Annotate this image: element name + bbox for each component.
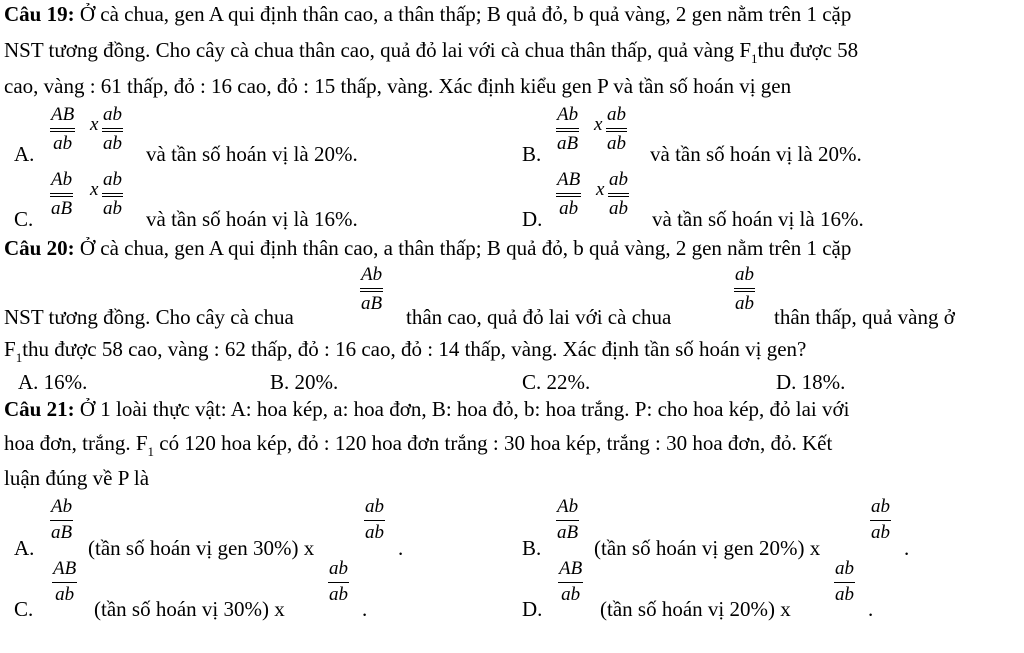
q19-option-d-times: x bbox=[596, 179, 605, 200]
f1-subscript: 1 bbox=[147, 444, 155, 459]
q21-text2a: hoa đơn, trắng. F bbox=[4, 431, 148, 455]
q21-option-c-end: . bbox=[362, 597, 368, 621]
q19-line2 bbox=[4, 38, 1020, 65]
genotype-denominator: aB bbox=[557, 522, 579, 543]
q21-line3: luận đúng về P là bbox=[4, 466, 150, 490]
q21-label: Câu 21: bbox=[4, 397, 75, 421]
q19-option-b-letter: B. bbox=[522, 142, 542, 166]
q19-option-c-times: x bbox=[90, 179, 99, 200]
genotype-denominator: ab bbox=[609, 198, 628, 219]
q21-option-a-end: . bbox=[398, 536, 404, 560]
q20-text2a: NST tương đồng. Cho cây cà chua bbox=[4, 305, 294, 329]
genotype-numerator: ab bbox=[835, 558, 854, 579]
q21-option-a-text: (tần số hoán vị gen 30%) x bbox=[88, 536, 315, 560]
q21-option-a-p1 bbox=[50, 496, 73, 544]
q19-option-a-letter: A. bbox=[14, 142, 35, 166]
genotype-denominator: ab bbox=[607, 133, 626, 154]
q21-option-c-p1 bbox=[52, 558, 77, 606]
q19-option-a-text: và tần số hoán vị là 20%. bbox=[146, 142, 358, 166]
f1-subscript: 1 bbox=[15, 350, 23, 365]
genotype-denominator: ab bbox=[871, 522, 890, 543]
q21-option-d-p2 bbox=[834, 558, 855, 606]
q20-line3 bbox=[4, 337, 1020, 364]
genotype-denominator: ab bbox=[365, 522, 384, 543]
q21-option-a-p2 bbox=[364, 496, 385, 544]
q19-option-c-letter: C. bbox=[14, 207, 34, 231]
q20-text3b: thu được 58 cao, vàng : 62 thấp, đỏ : 16 cao, đỏ : 14 thấp, vàng. Xác định tần số hoán vị gen? bbox=[22, 337, 807, 361]
q19-option-b-times: x bbox=[594, 114, 603, 135]
q19-option-d-text: và tần số hoán vị là 16%. bbox=[652, 207, 864, 231]
genotype-numerator: ab bbox=[103, 104, 122, 125]
fraction-bar bbox=[606, 128, 627, 129]
genotype-denominator: ab bbox=[735, 293, 754, 314]
genotype-numerator: ab bbox=[607, 104, 626, 125]
genotype-numerator: AB bbox=[559, 558, 583, 579]
genotype-numerator: ab bbox=[609, 169, 628, 190]
q21-line2 bbox=[4, 431, 1020, 458]
q21-option-d-p1 bbox=[558, 558, 583, 606]
genotype-numerator: Ab bbox=[557, 496, 579, 517]
q19-text2b: thu được 58 bbox=[757, 38, 859, 62]
genotype-denominator: ab bbox=[561, 584, 581, 605]
q20-option-c: C. 22%. bbox=[522, 370, 591, 394]
q19-option-c-text: và tần số hoán vị là 16%. bbox=[146, 207, 358, 231]
q21-option-c-text: (tần số hoán vị 30%) x bbox=[94, 597, 285, 621]
q20-genotype-1 bbox=[360, 264, 383, 315]
genotype-numerator: ab bbox=[329, 558, 348, 579]
q21-text2b: có 120 hoa kép, đỏ : 120 hoa đơn trắng : 30 hoa kép, trắng : 30 hoa đơn, đỏ. Kết bbox=[154, 431, 833, 455]
fraction-bar bbox=[102, 193, 123, 194]
genotype-denominator: aB bbox=[557, 133, 579, 154]
q19-option-a-times: x bbox=[90, 114, 99, 135]
genotype-denominator: ab bbox=[55, 584, 75, 605]
q20-label: Câu 20: bbox=[4, 236, 75, 260]
q21-option-b-text: (tần số hoán vị gen 20%) x bbox=[594, 536, 821, 560]
fraction-bar bbox=[608, 193, 629, 194]
q20-text2c: thân thấp, quả vàng ở bbox=[774, 305, 955, 329]
genotype-denominator: aB bbox=[51, 522, 73, 543]
q19-line3: cao, vàng : 61 thấp, đỏ : 16 cao, đỏ : 15 thấp, vàng. Xác định kiểu gen P và tần số hoán vị gen bbox=[4, 74, 792, 98]
fraction-bar bbox=[360, 288, 383, 289]
q21-option-b-letter: B. bbox=[522, 536, 542, 560]
genotype-denominator: ab bbox=[835, 584, 854, 605]
genotype-numerator: ab bbox=[871, 496, 890, 517]
genotype-numerator: AB bbox=[53, 558, 77, 579]
genotype-denominator: ab bbox=[103, 133, 122, 154]
q19-option-a-p1 bbox=[50, 104, 75, 155]
q21-option-c-p2 bbox=[328, 558, 349, 606]
genotype-numerator: Ab bbox=[51, 496, 73, 517]
q21-option-b-end: . bbox=[904, 536, 910, 560]
q19-text2a: NST tương đồng. Cho cây cà chua thân cao, quả đỏ lai với cà chua thân thấp, quả vàng F bbox=[4, 38, 752, 62]
q19-line1 bbox=[4, 2, 1020, 26]
q21-line1 bbox=[4, 397, 1020, 421]
q20-line1 bbox=[4, 236, 1020, 260]
genotype-numerator: ab bbox=[365, 496, 384, 517]
fraction-bar bbox=[50, 128, 75, 129]
genotype-denominator: aB bbox=[361, 293, 383, 314]
q21-text1: Ở 1 loài thực vật: A: hoa kép, a: hoa đơn, B: hoa đỏ, b: hoa trắng. P: cho hoa kép, đỏ lai với bbox=[74, 397, 850, 421]
q19-option-c-p2 bbox=[102, 169, 123, 220]
q19-option-b-text: và tần số hoán vị là 20%. bbox=[650, 142, 862, 166]
fraction-bar bbox=[556, 128, 579, 129]
fraction-bar bbox=[556, 193, 581, 194]
genotype-denominator: ab bbox=[559, 198, 579, 219]
genotype-numerator: Ab bbox=[557, 104, 579, 125]
genotype-numerator: ab bbox=[103, 169, 122, 190]
q20-text3a: F bbox=[4, 337, 16, 361]
genotype-numerator: Ab bbox=[361, 264, 383, 285]
q19-option-d-p1 bbox=[556, 169, 581, 220]
q19-option-a-p2 bbox=[102, 104, 123, 155]
q21-option-d-text: (tần số hoán vị 20%) x bbox=[600, 597, 791, 621]
q19-text1: Ở cà chua, gen A qui định thân cao, a thân thấp; B quả đỏ, b quả vàng, 2 gen nằm trên 1 cặp bbox=[74, 2, 852, 26]
q20-option-a: A. 16%. bbox=[18, 370, 88, 394]
genotype-denominator: ab bbox=[53, 133, 73, 154]
q20-text2b: thân cao, quả đỏ lai với cà chua bbox=[406, 305, 672, 329]
q20-genotype-2 bbox=[734, 264, 755, 315]
genotype-denominator: ab bbox=[329, 584, 348, 605]
q19-option-b-p2 bbox=[606, 104, 627, 155]
q21-option-d-end: . bbox=[868, 597, 874, 621]
q19-option-c-p1 bbox=[50, 169, 73, 220]
fraction-bar bbox=[50, 193, 73, 194]
q19-option-d-p2 bbox=[608, 169, 629, 220]
genotype-denominator: ab bbox=[103, 198, 122, 219]
q19-option-b-p1 bbox=[556, 104, 579, 155]
q20-option-b: B. 20%. bbox=[270, 370, 339, 394]
f1-subscript: 1 bbox=[751, 51, 758, 66]
genotype-numerator: AB bbox=[51, 104, 75, 125]
fraction-bar bbox=[734, 288, 755, 289]
q21-option-c-letter: C. bbox=[14, 597, 34, 621]
genotype-numerator: ab bbox=[735, 264, 754, 285]
genotype-numerator: Ab bbox=[51, 169, 73, 190]
q21-option-b-p1 bbox=[556, 496, 579, 544]
q20-option-d: D. 18%. bbox=[776, 370, 846, 394]
q21-option-a-letter: A. bbox=[14, 536, 35, 560]
fraction-bar bbox=[102, 128, 123, 129]
q21-option-d-letter: D. bbox=[522, 597, 543, 621]
q19-label: Câu 19: bbox=[4, 2, 75, 26]
q20-text1: Ở cà chua, gen A qui định thân cao, a thân thấp; B quả đỏ, b quả vàng, 2 gen nằm trên 1 cặp bbox=[74, 236, 852, 260]
genotype-denominator: aB bbox=[51, 198, 73, 219]
q21-option-b-p2 bbox=[870, 496, 891, 544]
genotype-numerator: AB bbox=[557, 169, 581, 190]
q19-option-d-letter: D. bbox=[522, 207, 543, 231]
